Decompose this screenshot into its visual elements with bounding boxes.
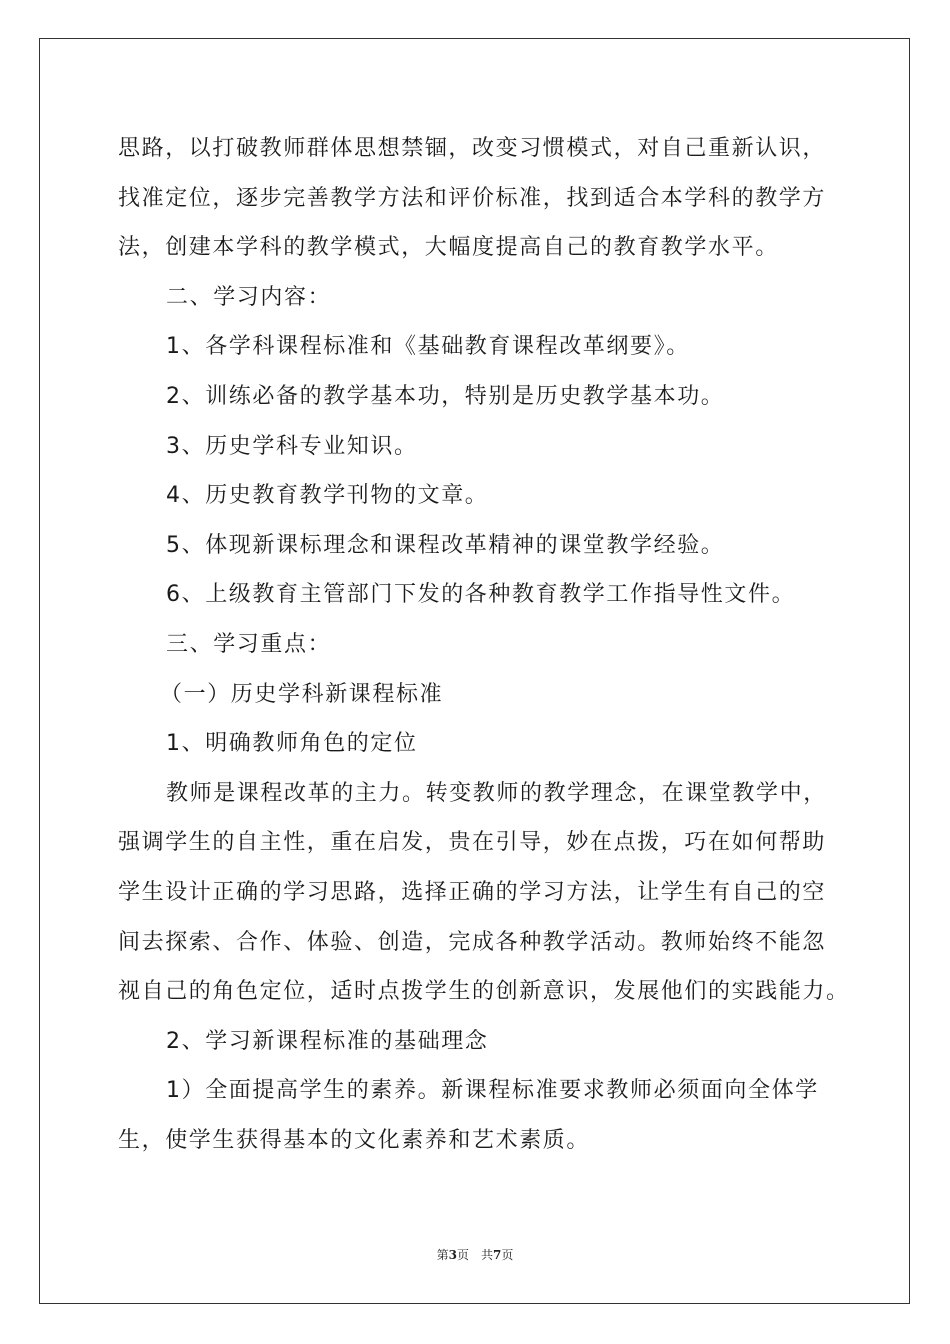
paragraph-line: 生，使学生获得基本的文化素养和艺术素质。 <box>118 1127 591 1153</box>
document-body <box>118 124 850 1165</box>
paragraph-line: 思路，以打破教师群体思想禁锢，改变习惯模式，对自己重新认识， <box>118 136 827 161</box>
page-suffix: 页 <box>456 1248 469 1262</box>
page-footer <box>0 1246 950 1263</box>
list-item: 6、上级教育主管部门下发的各种教育教学工作指导性文件。 <box>166 582 796 608</box>
section-heading: 三、学习重点： <box>166 631 332 657</box>
section-heading: 二、学习内容： <box>166 284 332 310</box>
list-item: 3、历史学科专业知识。 <box>166 433 418 459</box>
list-item: 1、各学科课程标准和《基础教育课程改革纲要》。 <box>166 334 690 360</box>
total-suffix: 页 <box>501 1248 514 1262</box>
paragraph-line: 视自己的角色定位，适时点拨学生的创新意识，发展他们的实践能力。 <box>118 979 850 1005</box>
page-prefix: 第 <box>436 1248 449 1262</box>
item-heading: 1、明确教师角色的定位 <box>166 731 418 757</box>
paragraph-line: 间去探索、合作、体验、创造，完成各种教学活动。教师始终不能忽 <box>118 929 827 955</box>
paragraph-line: 法，创建本学科的教学模式，大幅度提高自己的教育教学水平。 <box>118 235 779 261</box>
list-item: 4、历史教育教学刊物的文章。 <box>166 483 489 509</box>
total-page-number: 7 <box>493 1248 502 1262</box>
paragraph-line: 学生设计正确的学习思路，选择正确的学习方法，让学生有自己的空 <box>118 879 827 905</box>
total-prefix: 共 <box>481 1248 494 1262</box>
subsection-heading: （一）历史学科新课程标准 <box>160 681 444 707</box>
paragraph-line: 强调学生的自主性，重在启发，贵在引导，妙在点拨，巧在如何帮助 <box>118 830 827 856</box>
list-item: 2、训练必备的教学基本功，特别是历史教学基本功。 <box>166 383 725 409</box>
list-item: 5、体现新课标理念和课程改革精神的课堂教学经验。 <box>166 532 725 558</box>
current-page-number: 3 <box>448 1248 457 1262</box>
paragraph-line: 找准定位，逐步完善教学方法和评价标准，找到适合本学科的教学方 <box>118 185 827 211</box>
item-heading: 2、学习新课程标准的基础理念 <box>166 1028 489 1054</box>
paragraph-line: 1）全面提高学生的素养。新课程标准要求教师必须面向全体学 <box>166 1078 819 1104</box>
paragraph-line: 教师是课程改革的主力。转变教师的教学理念，在课堂教学中， <box>166 780 827 806</box>
